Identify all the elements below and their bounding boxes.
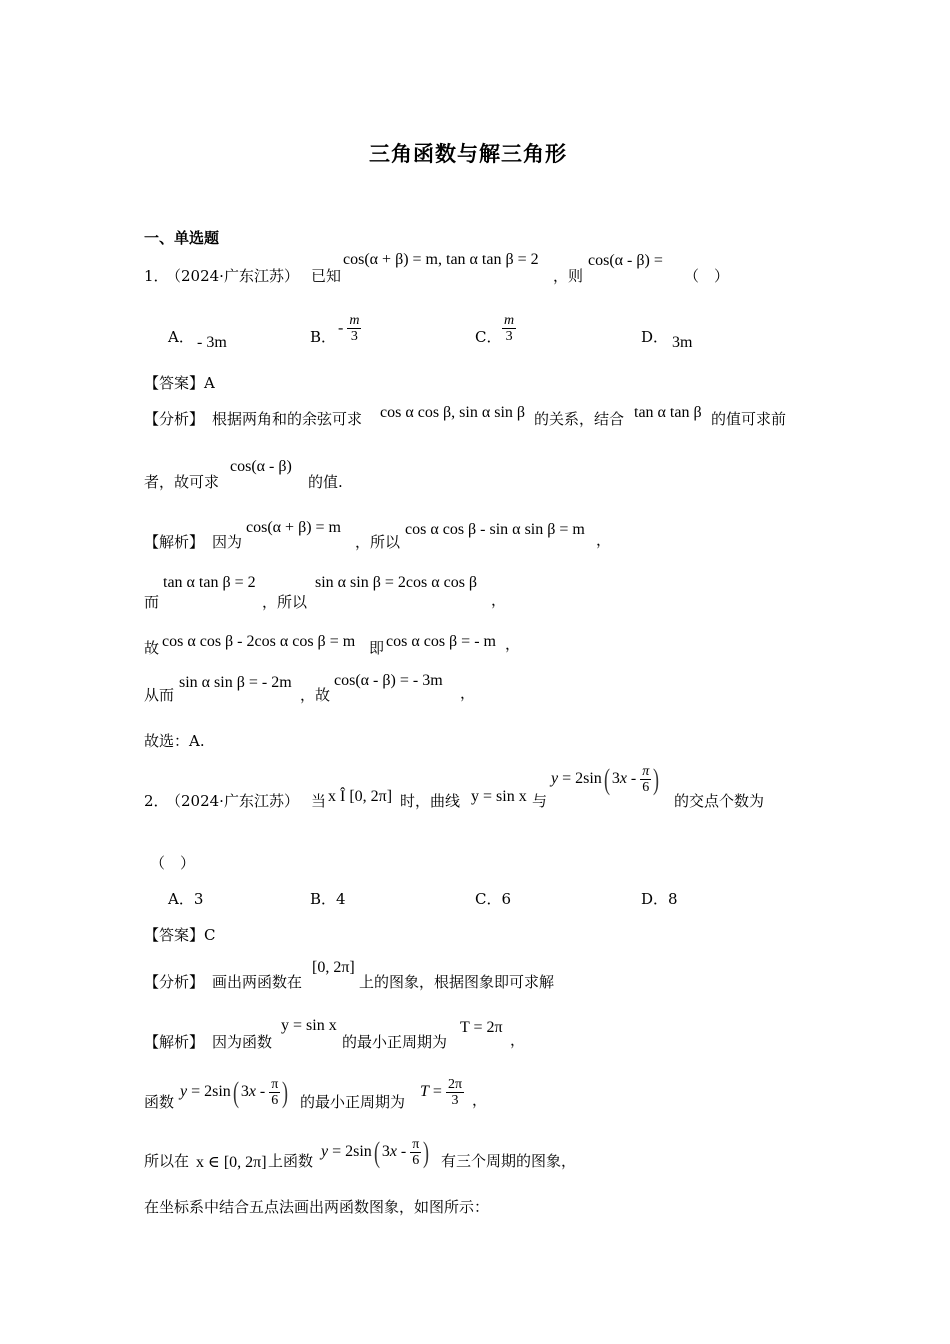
q2-option-b-label: B． (310, 890, 337, 908)
q1-solution-comma-2: ， (491, 591, 507, 609)
q2-analysis-interval: [0, 2π] (312, 959, 355, 976)
page-title: 三角函数与解三角形 (369, 141, 567, 166)
q2-analysis-text-a: 画出两函数在 (212, 973, 303, 991)
q1-analysis-text-d: 者，故可求 (144, 473, 220, 491)
q2-solution-text-1b: 的最小正周期为 (342, 1033, 448, 1051)
q2-blank: （ ） (150, 854, 196, 872)
q1-source: （2024·广东江苏） (166, 267, 299, 285)
q1-answer-tag: 【答案】 (144, 374, 205, 392)
q2-solution-text-2a: 函数 (144, 1093, 175, 1111)
q2-analysis-tag: 【分析】 (144, 973, 205, 991)
q2-option-c (475, 889, 511, 909)
q2-solution-formula-5: x ∈ [0, 2π] (196, 1154, 267, 1171)
q2-domain-formula: x Î [0, 2π] (328, 788, 393, 805)
q2-solution-formula-2: T = 2π (460, 1019, 503, 1036)
q2-answer-tag: 【答案】 (144, 926, 205, 944)
q1-analysis-tag: 【分析】 (144, 410, 205, 428)
q2-solution-formula-6: y = 2sin( 3x - $\frac{\pi}{6}$ ) (321, 1135, 430, 1169)
q2-option-c-value: 6 (501, 890, 512, 908)
q1-solution-formula-8: cos(α - β) = - 3m (334, 672, 443, 689)
q2-solution-text-3c: 有三个周期的图象， (441, 1152, 577, 1170)
q2-number: 2． (144, 792, 169, 810)
q1-analysis-formula-2: tan α tan β (634, 404, 702, 421)
q1-answer-row (144, 373, 215, 393)
q2-curve-2-formula: y = 2sin( 3x - $\frac{\pi}{6}$ ) (551, 762, 660, 796)
q1-option-b-label: B． (310, 328, 337, 346)
q2-option-d-value: 8 (668, 890, 678, 908)
q2-and-text: 与 (532, 792, 548, 810)
q2-option-a-value: 3 (193, 890, 204, 908)
q1-lead: 已知 (311, 267, 342, 285)
q2-option-c-label: C． (475, 890, 502, 908)
q1-solution-text-h: ，故 (300, 686, 331, 704)
q2-solution-formula-1: y = sin x (281, 1017, 337, 1034)
q1-option-c-value: $\frac{m}{3}$ (504, 313, 515, 344)
q1-solution-formula-4: sin α sin β = 2cos α cos β (315, 574, 478, 591)
q1-solution-formula-5: cos α cos β - 2cos α cos β = m (162, 633, 356, 650)
q2-solution-comma-2: ， (472, 1091, 488, 1109)
q1-solution-formula-6: cos α cos β = - m (386, 633, 496, 650)
q2-option-d (641, 889, 678, 909)
q1-option-b-value: - $\frac{m}{3}$ (338, 313, 360, 344)
q1-answer-value: A (204, 374, 215, 392)
q1-solution-formula-1: cos(α + β) = m (246, 519, 341, 536)
q2-lead: 当 (311, 792, 327, 810)
q2-option-b-value: 4 (336, 890, 346, 908)
q1-option-d-label: D． (641, 328, 669, 346)
q1-solution-text-d: ，所以 (262, 593, 308, 611)
q1-solution-tag: 【解析】 (144, 533, 205, 551)
q2-mid-text: 时，曲线 (400, 792, 461, 810)
q1-solution-text-e: 故 (144, 639, 160, 657)
q2-solution-comma-1: ， (510, 1031, 526, 1049)
q2-solution-text-3a: 所以在 (144, 1152, 190, 1170)
q2-option-b (310, 889, 346, 909)
q1-number: 1． (144, 267, 169, 285)
q2-answer-value: C (204, 926, 216, 944)
q1-analysis-formula-1: cos α cos β, sin α sin β (380, 404, 526, 421)
q2-solution-text-1a: 因为函数 (212, 1033, 273, 1051)
q2-solution-formula-3: y = 2sin( 3x - $\frac{\pi}{6}$ ) (180, 1075, 289, 1109)
q1-sep: ，则 (553, 267, 584, 285)
q1-solution-text-f: 即 (369, 639, 385, 657)
q2-source: （2024·广东江苏） (166, 792, 299, 810)
q2-solution-text-3b: 上函数 (268, 1152, 314, 1170)
section-heading: 一、单选题 (144, 229, 220, 247)
q1-solution-comma-1: ， (596, 531, 612, 549)
q1-solution-formula-7: sin α sin β = - 2m (179, 674, 292, 691)
q1-solution-text-g: 从而 (144, 686, 175, 704)
q1-analysis-text-a: 根据两角和的余弦可求 (212, 410, 363, 428)
q2-answer-row (144, 925, 216, 945)
q2-option-a-label: A． (168, 890, 194, 908)
q2-option-d-label: D． (641, 890, 669, 908)
q2-solution-tag: 【解析】 (144, 1033, 205, 1051)
q2-analysis-text-b: 上的图象，根据图象即可求解 (359, 973, 555, 991)
q2-curve-1-formula: y = sin x (471, 788, 527, 805)
q1-option-a-label: A． (168, 328, 194, 346)
q1-analysis-formula-3: cos(α - β) (230, 458, 292, 475)
q1-option-d-value: 3m (672, 334, 693, 351)
q1-analysis-text-c: 的值可求前 (711, 410, 787, 428)
q1-solution-formula-2: cos α cos β - sin α sin β = m (405, 521, 585, 538)
q1-solution-text-b: ，所以 (355, 533, 401, 551)
q1-option-c-label: C． (475, 328, 502, 346)
q1-analysis-text-b: 的关系，结合 (534, 410, 625, 428)
q1-solution-text-c: 而 (144, 593, 160, 611)
q1-analysis-text-e: 的值. (308, 473, 343, 491)
q1-final-choice: 故选：A. (144, 732, 205, 750)
q2-solution-text-2b: 的最小正周期为 (300, 1093, 406, 1111)
q1-blank: （ ） (684, 267, 730, 285)
q2-tail-text: 的交点个数为 (674, 792, 765, 810)
q1-solution-comma-4: ， (460, 684, 476, 702)
q1-condition-formula: cos(α + β) = m, tan α tan β = 2 (343, 251, 539, 268)
q2-solution-text-4: 在坐标系中结合五点法画出两函数图象，如图所示： (144, 1198, 490, 1216)
q1-solution-comma-3: ， (505, 635, 521, 653)
q2-option-a (168, 889, 203, 909)
q2-solution-formula-4: T = $\frac{2\pi}{3}$ (420, 1077, 463, 1108)
q1-option-a-value: - 3m (197, 334, 227, 351)
q1-ask-formula: cos(α - β) = (588, 252, 663, 269)
q1-solution-formula-3: tan α tan β = 2 (163, 574, 256, 591)
q1-solution-text-a: 因为 (212, 533, 243, 551)
